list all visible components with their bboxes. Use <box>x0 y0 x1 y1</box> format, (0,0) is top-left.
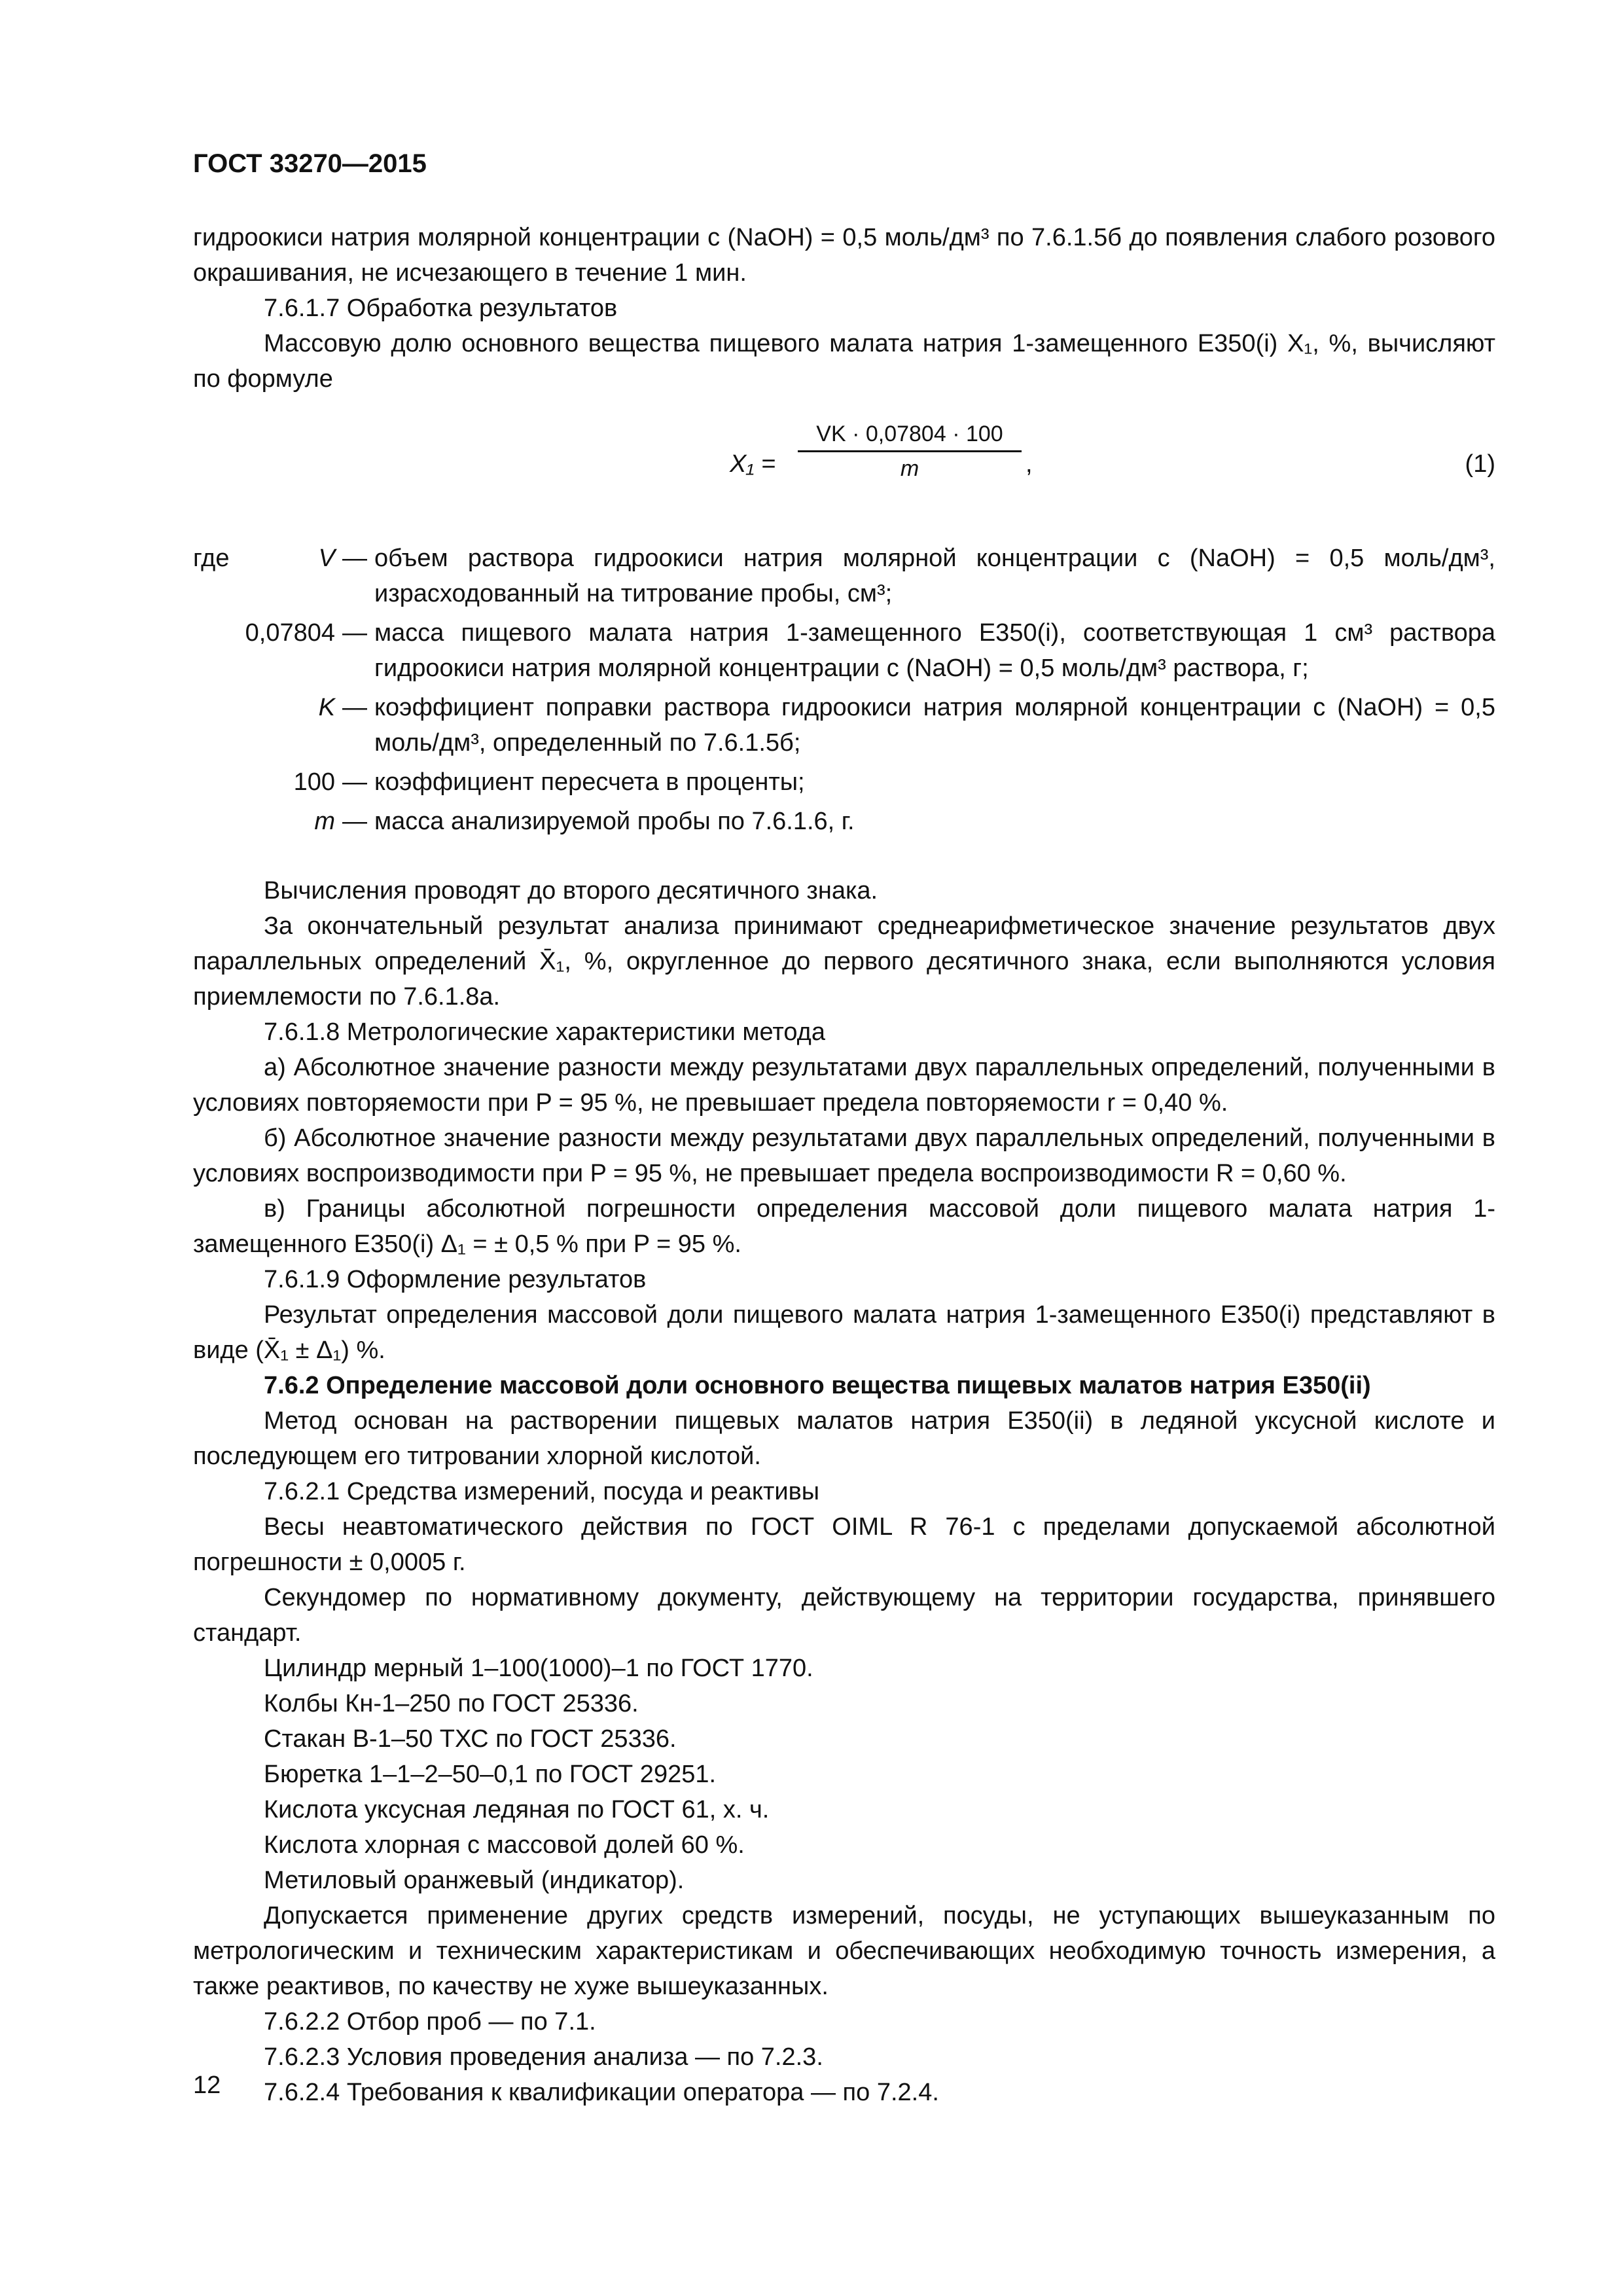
list-item: Колбы Кн-1–250 по ГОСТ 25336. <box>264 1690 639 1717</box>
list-item: Цилиндр мерный 1–100(1000)–1 по ГОСТ 1770. <box>264 1655 813 1682</box>
paragraph: Весы неавтоматического действия по ГОСТ OIML R 76-1 с пределами допускаемой абсолютной погрешности ± 0,0005 г. <box>193 1513 1495 1576</box>
document-header: ГОСТ 33270—2015 <box>193 149 427 178</box>
formula-1 <box>193 414 1495 531</box>
definition-dash: — <box>342 768 367 796</box>
list-item: Метиловый оранжевый (индикатор). <box>264 1867 685 1894</box>
where-label: где <box>193 545 230 572</box>
list-item: Стакан В-1–50 ТХС по ГОСТ 25336. <box>264 1725 677 1753</box>
definition-row <box>193 764 1495 800</box>
list-item-a: а) Абсолютное значение разности между результатами двух параллельных определений, полученными в условиях повторяемости при P = 95 %, не превышает предела повторяемости r = 0,40 %. <box>193 1054 1495 1117</box>
section-7-6-2-heading: 7.6.2 Определение массовой доли основного вещества пищевых малатов натрия Е350(ii) <box>264 1372 1371 1399</box>
definition-text: масса пищевого малата натрия 1-замещенного Е350(i), соответствующая 1 см³ раствора гидроокиси натрия молярной концентрации c (NaOH) = 0,5 моль/дм³ раствора, г; <box>374 619 1495 682</box>
paragraph-continuation: гидроокиси натрия молярной концентрации c (NaOH) = 0,5 моль/дм³ по 7.6.1.5б до появления слабого розового окрашивания, не исчезающего в течение 1 мин. <box>193 224 1495 287</box>
formula-fraction <box>795 418 1024 485</box>
section-7-6-2-2: 7.6.2.2 Отбор проб — по 7.1. <box>264 2008 596 2036</box>
paragraph: За окончательный результат анализа принимают среднеарифметическое значение результатов двух параллельных определений X̄₁, %, округленное до первого десятичного знака, если выполняются условия приемлемости по 7.6.1.8а. <box>193 912 1495 1011</box>
definition-row <box>193 541 1495 611</box>
definition-dash: — <box>342 619 367 647</box>
page-number: 12 <box>193 2072 221 2099</box>
definition-text: коэффициент поправки раствора гидроокиси натрия молярной концентрации c (NaOH) = 0,5 моль/дм³, определенный по 7.6.1.5б; <box>374 694 1495 757</box>
section-7-6-1-7-heading: 7.6.1.7 Обработка результатов <box>264 295 618 322</box>
section-7-6-2-3: 7.6.2.3 Условия проведения анализа — по 7.2.3. <box>264 2043 823 2071</box>
section-7-6-1-9-heading: 7.6.1.9 Оформление результатов <box>264 1266 647 1293</box>
definition-row <box>193 615 1495 686</box>
definition-dash: — <box>342 545 367 572</box>
definition-text: масса анализируемой пробы по 7.6.1.6, г. <box>374 808 855 835</box>
definition-symbol: K <box>318 694 335 721</box>
section-7-6-1-8-heading: 7.6.1.8 Метрологические характеристики метода <box>264 1018 825 1046</box>
definition-text: объем раствора гидроокиси натрия молярной концентрации c (NaOH) = 0,5 моль/дм³, израсходованный на титрование пробы, см³; <box>374 545 1495 607</box>
list-item-v: в) Границы абсолютной погрешности определения массовой доли пищевого малата натрия 1-замещенного Е350(i) Δ₁ = ± 0,5 % при P = 95 %. <box>193 1195 1495 1258</box>
list-item-b: б) Абсолютное значение разности между результатами двух параллельных определений, полученными в условиях воспроизводимости при P = 95 %, не превышает предела воспроизводимости R = 0,60 %. <box>193 1124 1495 1187</box>
formula-lhs: X₁ = <box>730 450 776 478</box>
paragraph-formula-intro: Массовую долю основного вещества пищевого малата натрия 1-замещенного Е350(i) X₁, %, вычисляют по формуле <box>193 330 1495 393</box>
formula-denominator: m <box>900 456 919 481</box>
definition-row <box>193 804 1495 839</box>
definition-row <box>193 690 1495 761</box>
list-item: Кислота уксусная ледяная по ГОСТ 61, х. ч. <box>264 1796 770 1823</box>
paragraph: Секундомер по нормативному документу, действующему на территории государства, принявшего стандарт. <box>193 1584 1495 1647</box>
list-item: Бюретка 1–1–2–50–0,1 по ГОСТ 29251. <box>264 1761 717 1788</box>
formula-number: (1) <box>1465 450 1495 478</box>
paragraph: Допускается применение других средств измерений, посуды, не уступающих вышеуказанным по метрологическим и техническим характеристикам и обеспечивающих необходимую точность измерения, а также реактивов, по качеству не хуже вышеуказанных. <box>193 1902 1495 2000</box>
definition-dash: — <box>342 808 367 835</box>
section-7-6-2-1-heading: 7.6.2.1 Средства измерений, посуда и реактивы <box>264 1478 820 1505</box>
definition-symbol: 100 <box>293 768 335 796</box>
formula-definitions <box>193 541 1495 839</box>
paragraph: Вычисления проводят до второго десятичного знака. <box>264 877 878 905</box>
section-7-6-2-4: 7.6.2.4 Требования к квалификации оператора — по 7.2.4. <box>264 2079 939 2106</box>
definition-dash: — <box>342 694 367 721</box>
formula-comma: , <box>1026 450 1033 478</box>
definition-symbol: V <box>318 545 335 572</box>
paragraph: Метод основан на растворении пищевых малатов натрия Е350(ii) в ледяной уксусной кислоте и последующем его титровании хлорной кислотой. <box>193 1407 1495 1470</box>
definition-symbol: 0,07804 <box>245 619 335 647</box>
list-item: Кислота хлорная с массовой долей 60 %. <box>264 1831 745 1859</box>
document-body <box>193 220 1495 2110</box>
formula-numerator: VK · 0,07804 · 100 <box>816 422 1003 446</box>
paragraph: Результат определения массовой доли пищевого малата натрия 1-замещенного Е350(i) представляют в виде (X̄₁ ± Δ₁) %. <box>193 1301 1495 1364</box>
definition-text: коэффициент пересчета в проценты; <box>374 768 805 796</box>
definition-symbol: m <box>314 808 335 835</box>
